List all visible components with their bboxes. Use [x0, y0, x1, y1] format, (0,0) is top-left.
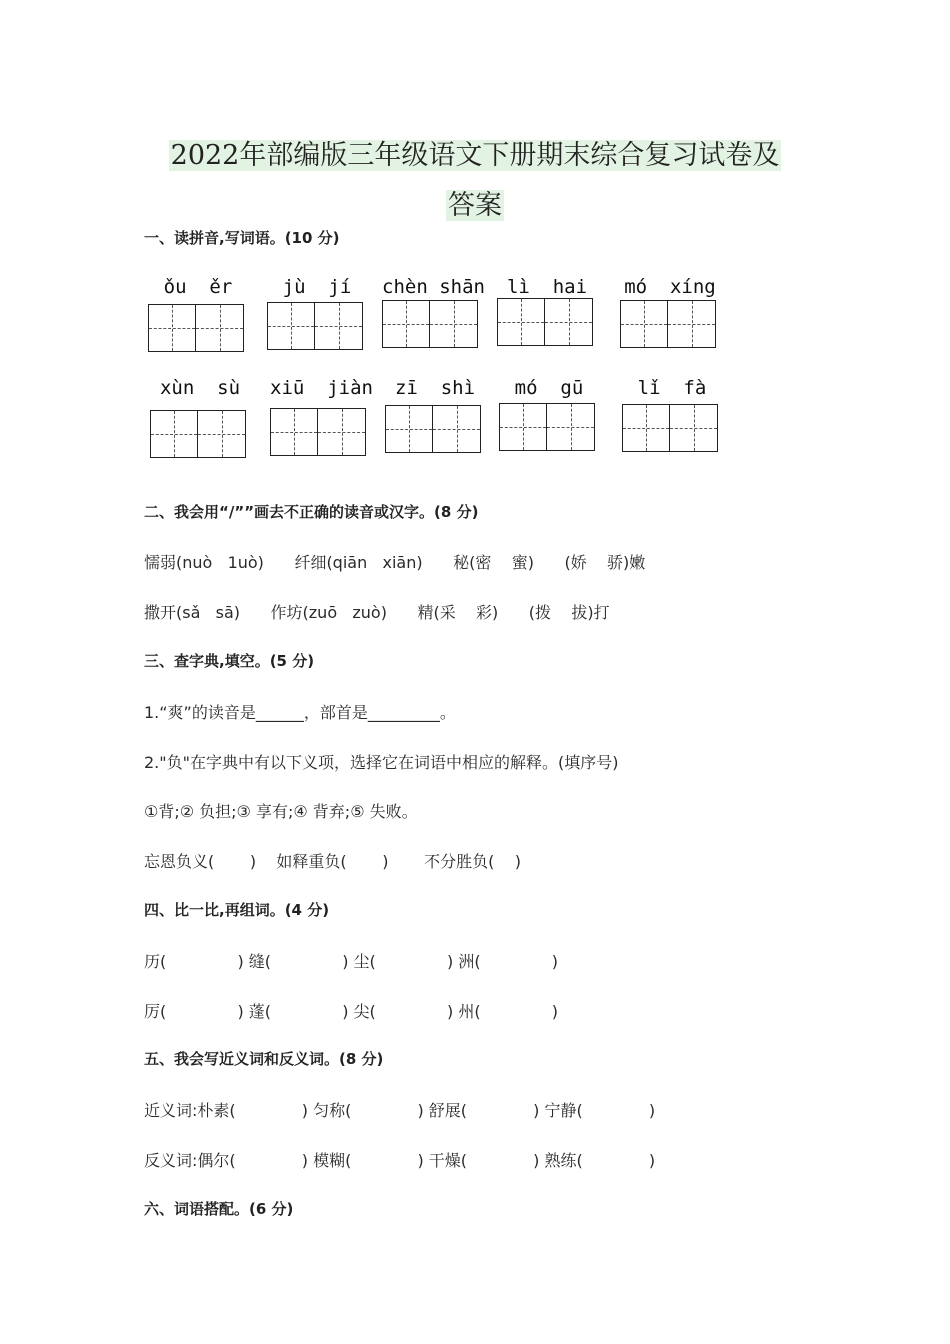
section-4-line-1: 历( ) 缝( ) 尘( ) 洲( ): [144, 952, 559, 971]
pinyin-box-group: [620, 276, 720, 352]
section-6-heading: 六、词语搭配。(6 分): [144, 1200, 294, 1218]
section-2-heading: 二、我会用“/””画去不正确的读音或汉字。(8 分): [144, 503, 479, 521]
writing-cell[interactable]: [668, 300, 716, 348]
section-3-question-2: 2."负"在字典中有以下义项，选择它在词语中相应的解释。(填序号): [144, 753, 619, 772]
writing-cell[interactable]: [148, 304, 196, 352]
writing-cell[interactable]: [670, 404, 718, 452]
writing-cell[interactable]: [198, 410, 246, 458]
pinyin-box-group: [499, 377, 599, 455]
writing-cell[interactable]: [547, 403, 595, 451]
pinyin-box-group: [382, 276, 485, 350]
pinyin-label: mó xíng: [624, 276, 716, 298]
section-4-line-2: 厉( ) 蓬( ) 尖( ) 州( ): [144, 1002, 559, 1021]
pinyin-label: mó gū: [514, 377, 584, 399]
writing-cell[interactable]: [267, 302, 315, 350]
pinyin-label: chèn shān: [382, 276, 485, 298]
pinyin-label: jù jí: [282, 276, 352, 298]
document-title-line-1: 2022年部编版三年级语文下册期末综合复习试卷及: [170, 140, 780, 171]
section-3-question-1: 1.“爽”的读音是______，部首是_________。: [144, 703, 456, 722]
section-5-line-2: 反义词:偶尔( ) 模糊( ) 干燥( ) 熟练( ): [144, 1151, 656, 1170]
section-3-options: ①背;② 负担;③ 享有;④ 背弃;⑤ 失败。: [144, 802, 418, 821]
pinyin-label: ǒu ěr: [163, 276, 233, 298]
writing-cell[interactable]: [620, 300, 668, 348]
section-5-line-1: 近义词:朴素( ) 匀称( ) 舒展( ) 宁静( ): [144, 1101, 656, 1120]
pinyin-box-group: [270, 377, 373, 459]
writing-cell[interactable]: [499, 403, 547, 451]
pinyin-label: xiū jiàn: [270, 377, 373, 399]
section-4-heading: 四、比一比,再组词。(4 分): [144, 901, 330, 919]
section-2-line-2: 撒开(sǎ sā) 作坊(zuō zuò) 精(采 彩) (拨 拔)打: [144, 603, 610, 622]
writing-cell[interactable]: [318, 408, 366, 456]
writing-cell[interactable]: [315, 302, 363, 350]
pinyin-box-group: [267, 276, 367, 352]
writing-cell[interactable]: [545, 298, 593, 346]
writing-cell[interactable]: [382, 300, 430, 348]
writing-cell[interactable]: [622, 404, 670, 452]
pinyin-label: lì hai: [506, 276, 588, 298]
writing-cell[interactable]: [433, 405, 481, 453]
writing-cell[interactable]: [497, 298, 545, 346]
writing-cell[interactable]: [196, 304, 244, 352]
pinyin-box-group: [497, 276, 597, 348]
pinyin-label: lǐ fà: [637, 377, 707, 399]
writing-cell[interactable]: [270, 408, 318, 456]
pinyin-label: zī shì: [394, 377, 476, 399]
pinyin-box-group: [622, 377, 722, 457]
pinyin-box-group: [385, 377, 485, 457]
section-3-heading: 三、查字典,填空。(5 分): [144, 652, 315, 670]
pinyin-box-group: [148, 276, 248, 354]
section-1-heading: 一、读拼音,写词语。(10 分): [144, 229, 340, 247]
section-5-heading: 五、我会写近义词和反义词。(8 分): [144, 1050, 384, 1068]
writing-cell[interactable]: [150, 410, 198, 458]
section-3-blanks: 忘恩负义( ) 如释重负( ) 不分胜负( ): [144, 852, 521, 871]
writing-cell[interactable]: [385, 405, 433, 453]
section-2-line-1: 懦弱(nuò 1uò) 纤细(qiān xiān) 秘(密 蜜) (娇 骄)嫩: [144, 553, 646, 572]
writing-cell[interactable]: [430, 300, 478, 348]
pinyin-label: xùn sù: [159, 377, 241, 399]
pinyin-box-group: [150, 377, 250, 461]
document-title-line-2: 答案: [448, 190, 502, 221]
